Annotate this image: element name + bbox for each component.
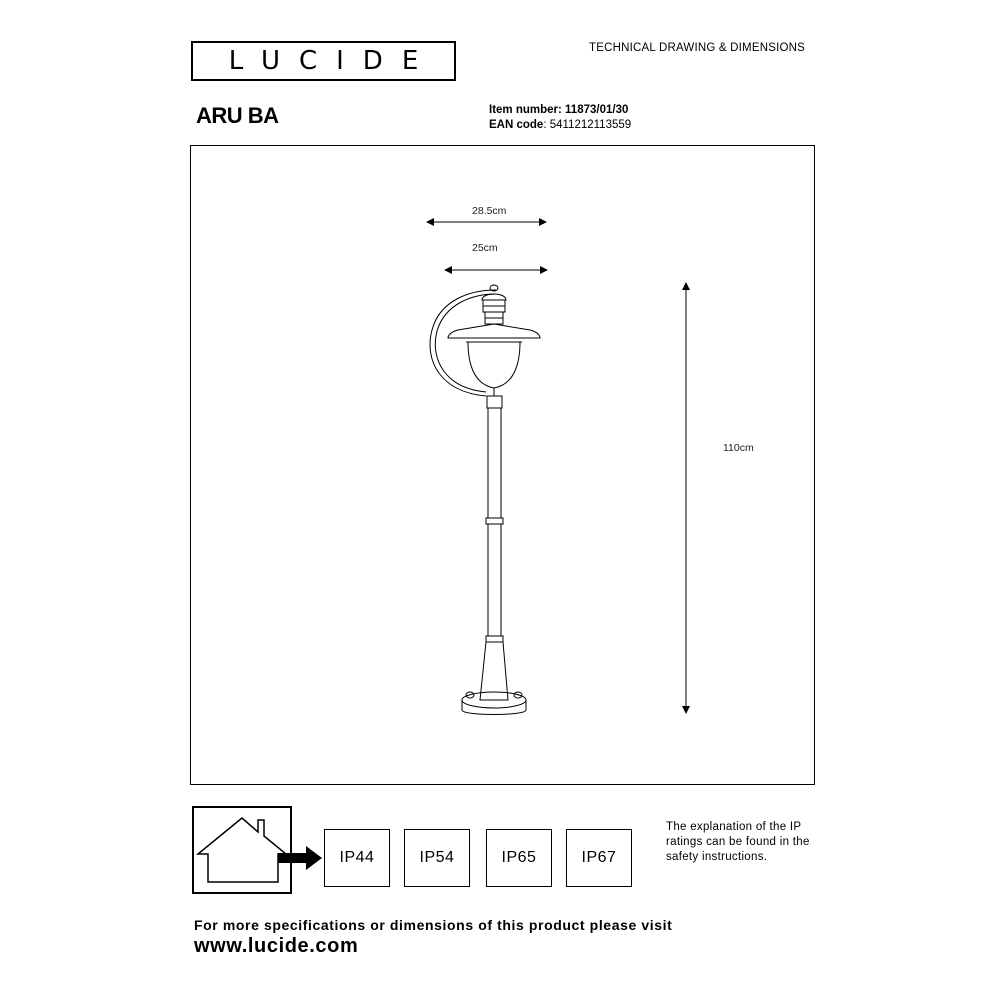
ip-badge-ip67: IP67 [566,829,632,887]
logo-text: LUCIDE [228,46,438,76]
dim-width-outer-label: 28.5cm [472,205,507,217]
document-title: TECHNICAL DRAWING & DIMENSIONS [589,42,805,54]
ean-label: EAN code [489,119,544,131]
ip-badge-ip54: IP54 [404,829,470,887]
item-number-value: : 11873/01/30 [558,104,629,116]
ip-badge-ip65: IP65 [486,829,552,887]
ip-badge-ip44: IP44 [324,829,390,887]
item-number-label: Item number [489,104,559,116]
dim-width-inner-label: 25cm [472,242,498,254]
arrow-right-icon [278,845,324,871]
footer-url[interactable]: www.lucide.com [194,935,359,957]
ip-note: The explanation of the IP ratings can be found in the safety instructions. [666,821,810,863]
lamp-outline [430,285,540,715]
house-icon [194,808,290,892]
house-icon-box [192,806,292,894]
ean-value: : 5411212113559 [543,119,632,131]
footer-text: For more specifications or dimensions of this product please visit [194,917,673,933]
product-name: ARU BA [196,103,279,128]
dim-height-label: 110cm [723,442,754,454]
